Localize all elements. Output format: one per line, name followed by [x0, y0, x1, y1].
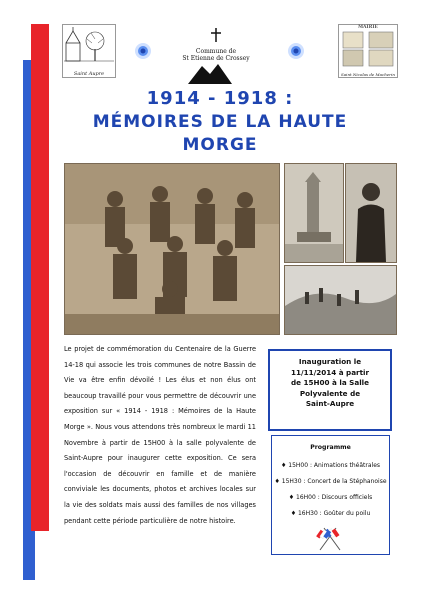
red-stripe	[31, 24, 49, 531]
body-paragraph: Le projet de commémoration du Centenaire de la Guerre 14-18 qui associe les trois communes de notre Bassin de Vie va être enfin dévoilé ! Les élus et non élus ont beaucoup travaillé pour vous permettre de découvrir une exposition sur « 1914 - 1918 : Mémoires de la Haute Morge ». Nous vous attendons très nombreux le mardi 11 Novembre à partir de 15H00 à la salle polyvalente de Saint-Aupre pour inaugurer cette exposition. Ce sera l'occasion de découvrir en famille et de manière conviviale les documents, photos et archives locales sur la vie des soldats mais aussi des familles de nos villages pendant cette période particulière de notre histoire.	[64, 345, 256, 525]
blue-rosette-icon	[287, 42, 305, 60]
programme-item: ♦ 15H30 : Concert de la Stéphanoise	[274, 478, 387, 485]
war-memorial-photo	[284, 163, 344, 263]
center-logo-text: Commune de St Etienne de Crossey	[182, 48, 250, 62]
inauguration-line-3: de 15H00 à la Salle	[290, 378, 370, 387]
blue-rosette-icon	[134, 42, 152, 60]
programme-box	[271, 435, 390, 555]
soldiers-group-photo	[64, 163, 280, 335]
programme-item: ♦ 15H00 : Animations théâtrales	[280, 462, 381, 469]
programme-title: Programme	[310, 444, 351, 451]
programme-item: ♦ 16H30 : Goûter du poilu	[290, 510, 371, 517]
right-logo-top-text: MAIRIE	[358, 25, 378, 30]
page-title-line-1: 1914 - 1918 :	[146, 88, 294, 109]
trench-soldiers-photo	[284, 265, 397, 335]
page-title-line-3: MORGE	[182, 135, 258, 155]
st-etienne-logo	[180, 26, 252, 78]
soldier-portrait-photo	[345, 163, 397, 263]
crossed-flags-icon	[316, 524, 344, 552]
programme-item: ♦ 16H00 : Discours officiels	[288, 494, 373, 501]
inauguration-line-5: Saint-Aupre	[305, 399, 355, 408]
cross-icon	[180, 26, 252, 44]
village-church-icon	[63, 25, 115, 67]
inauguration-line-4: Polyvalente de	[299, 388, 361, 398]
page-title-line-2: MÉMOIRES DE LA HAUTE	[92, 112, 348, 132]
saint-nicolas-logo	[338, 24, 398, 78]
mountain-icon	[180, 62, 252, 84]
right-logo-caption: Saint Nicolas de Macherin	[341, 72, 395, 77]
left-logo-caption: Saint Aupre	[73, 71, 105, 77]
inauguration-line-1: Inauguration le	[298, 357, 362, 366]
saint-aupre-logo	[62, 24, 116, 78]
inauguration-line-2: 11/11/2014 à partir	[290, 367, 370, 377]
inauguration-box	[268, 349, 392, 431]
town-hall-icon	[339, 30, 397, 68]
